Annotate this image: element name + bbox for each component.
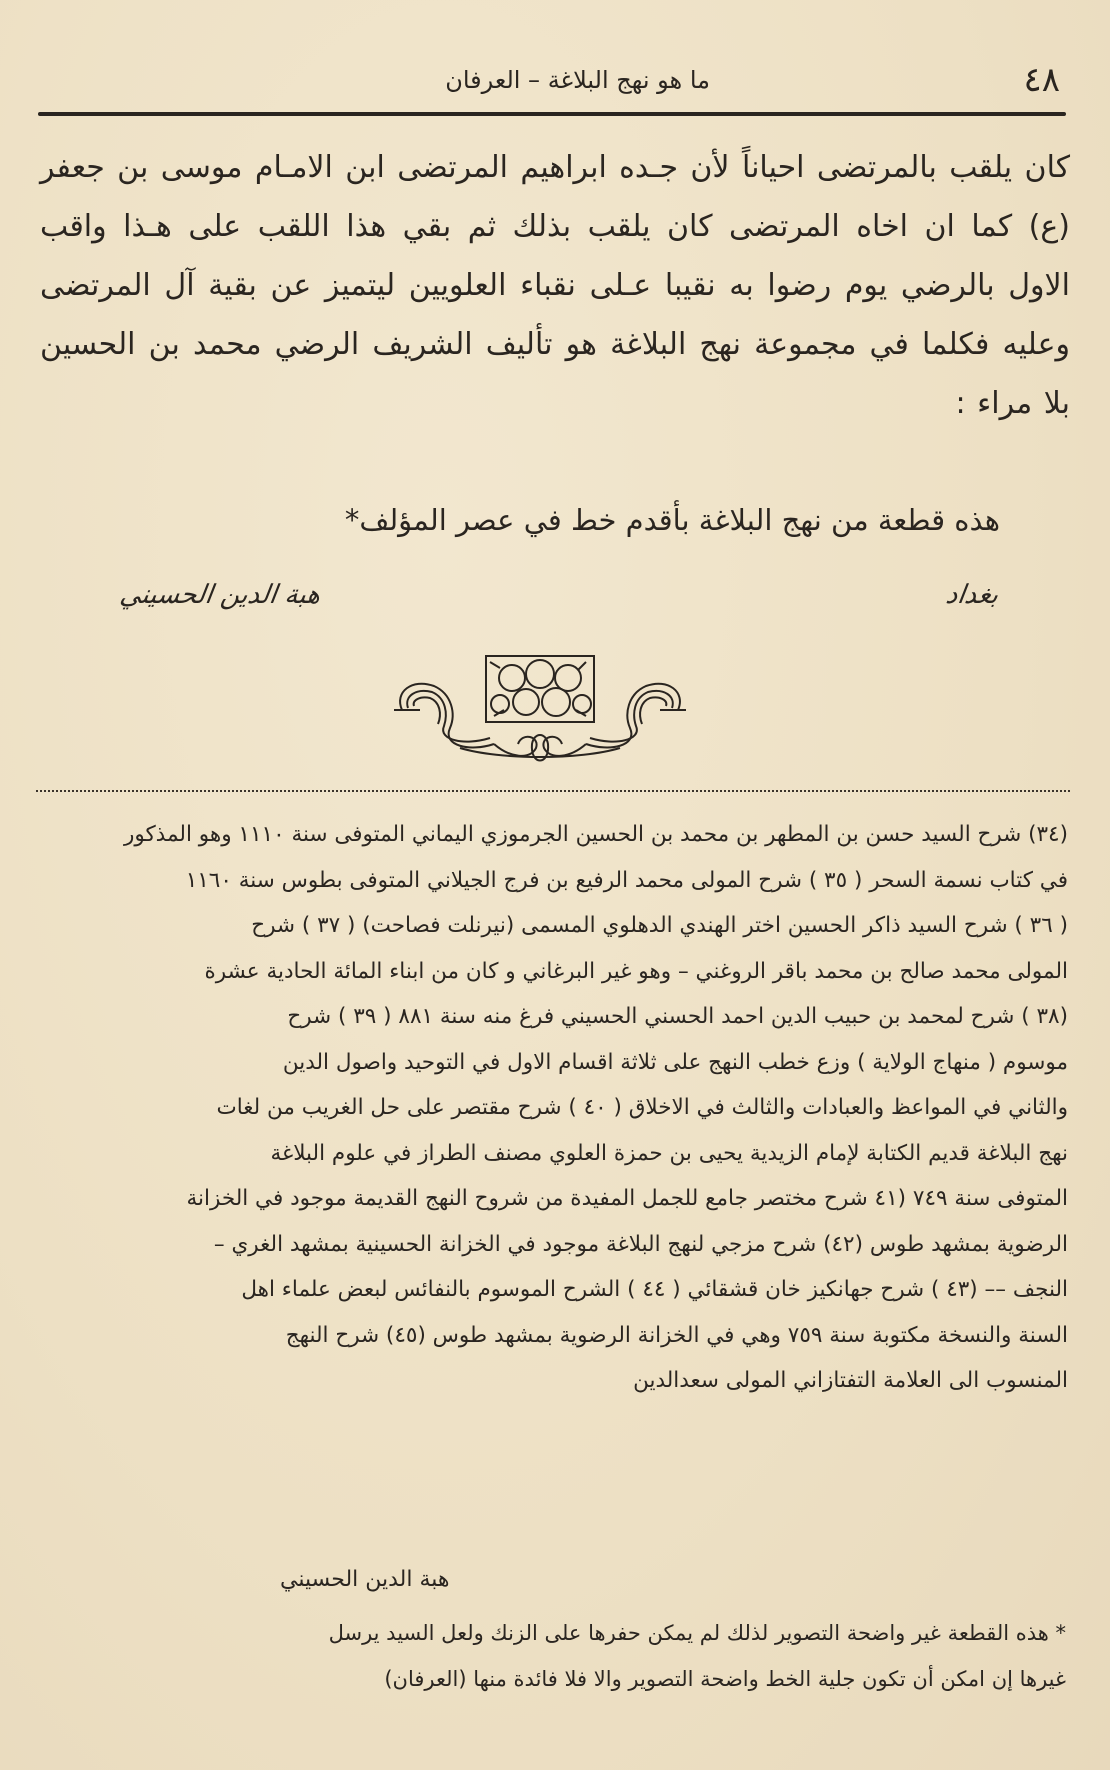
- footnote-signature: هبة الدين الحسيني: [280, 1567, 450, 1592]
- signature-place: بغداد: [943, 580, 1001, 610]
- floral-vignette-icon: [390, 648, 690, 768]
- footnote-line: النجف –– (٤٣ ) شرح جهانكيز خان قشقائي ( ٤٤ ) الشرح الموسوم بالنفائس لبعض علماء اهل: [241, 1277, 1068, 1302]
- running-title: ما هو نهج البلاغة – العرفان: [445, 66, 710, 94]
- footnote-line: ( ٣٦ ) شرح السيد ذاكر الحسين اختر الهندي الدهلوي المسمى (نيرنلت فصاحت) ( ٣٧ ) شرح: [251, 913, 1068, 938]
- footnote-line: (٣٨ ) شرح لمحمد بن حبيب الدين احمد الحسني الحسيني فرغ منه سنة ٨٨١ ( ٣٩ ) شرح: [287, 1004, 1068, 1029]
- page-header: [40, 60, 1070, 100]
- footnote-line: والثاني في المواعظ والعبادات والثالث في الاخلاق ( ٤٠ ) شرح مقتصر على حل الغريب من لغات: [216, 1095, 1068, 1120]
- footnote-line: الرضوية بمشهد طوس (٤٢) شرح مزجي لنهج البلاغة موجود في الخزانة الحسينية بمشهد الغري –: [213, 1231, 1068, 1257]
- footnote-divider: [36, 790, 1070, 792]
- signature-name: هبة الدين الحسيني: [117, 580, 323, 610]
- main-paragraph: [40, 138, 1070, 433]
- footnote-line: المولى محمد صالح بن محمد باقر الروغني – وهو غير البرغاني و كان من ابناء المائة الحادية عشرة: [204, 958, 1068, 984]
- footnote-line: السنة والنسخة مكتوبة سنة ٧٥٩ وهي في الخزانة الرضوية بمشهد طوس (٤٥) شرح النهج: [285, 1322, 1068, 1348]
- signature-row: [0, 580, 1110, 630]
- footnote-line: (٣٤) شرح السيد حسن بن المطهر بن محمد بن الحسين الجرموزي اليماني المتوفى سنة ١١١٠ وهو المذكور: [123, 822, 1068, 847]
- page-number: ٤٨: [1023, 60, 1060, 100]
- header-rule: [38, 112, 1066, 116]
- footnote-line: موسوم ( منهاج الولاية ) وزع خطب النهج على ثلاثة اقسام الاول في التوحيد واصول الدين: [282, 1049, 1068, 1075]
- footnote-line: في كتاب نسمة السحر ( ٣٥ ) شرح المولى محمد الرفيع بن فرج الجيلاني المتوفى بطوس سنة ١١٦٠: [185, 867, 1068, 893]
- footnote-line: المتوفى سنة ٧٤٩ (٤١ شرح مختصر جامع للجمل المفيدة من شروح النهج القديمة موجود في الخزانة: [186, 1186, 1068, 1211]
- editor-note-line: غيرها إن امكن أن تكون جلية الخط واضحة التصوير والا فلا فائدة منها (العرفان): [384, 1667, 1066, 1691]
- editor-note-line: * هذه القطعة غير واضحة التصوير لذلك لم يمكن حفرها على الزنك ولعل السيد يرسل: [328, 1621, 1066, 1645]
- footnote-line: المنسوب الى العلامة التفتازاني المولى سعدالدين: [633, 1368, 1068, 1393]
- body-paragraph: كان يلقب بالمرتضى احياناً لأن جـده ابراهيم المرتضى ابن الامـام موسى بن جعفر (ع) كما ان اخاه المرتضى كان يلقب بذلك ثم بقي هذا اللقب على هـذا واقب الاول بالرضي يوم رضوا به نقيبا عـلى نقباء العلويين ليتميز عن بقية آل المرتضى وعليه فكلما في مجموعة نهج البلاغة هو تأليف الشريف الرضي محمد بن الحسين بلا مراء :: [40, 150, 1070, 421]
- manuscript-caption: هذه قطعة من نهج البلاغة بأقدم خط في عصر المؤلف*: [344, 503, 1000, 537]
- footnotes: [40, 812, 1068, 1404]
- footnote-line: نهج البلاغة قديم الكتابة لإمام الزيدية يحيى بن حمزة العلوي مصنف الطراز في علوم البلاغة: [270, 1140, 1068, 1166]
- editor-note: [40, 1610, 1066, 1702]
